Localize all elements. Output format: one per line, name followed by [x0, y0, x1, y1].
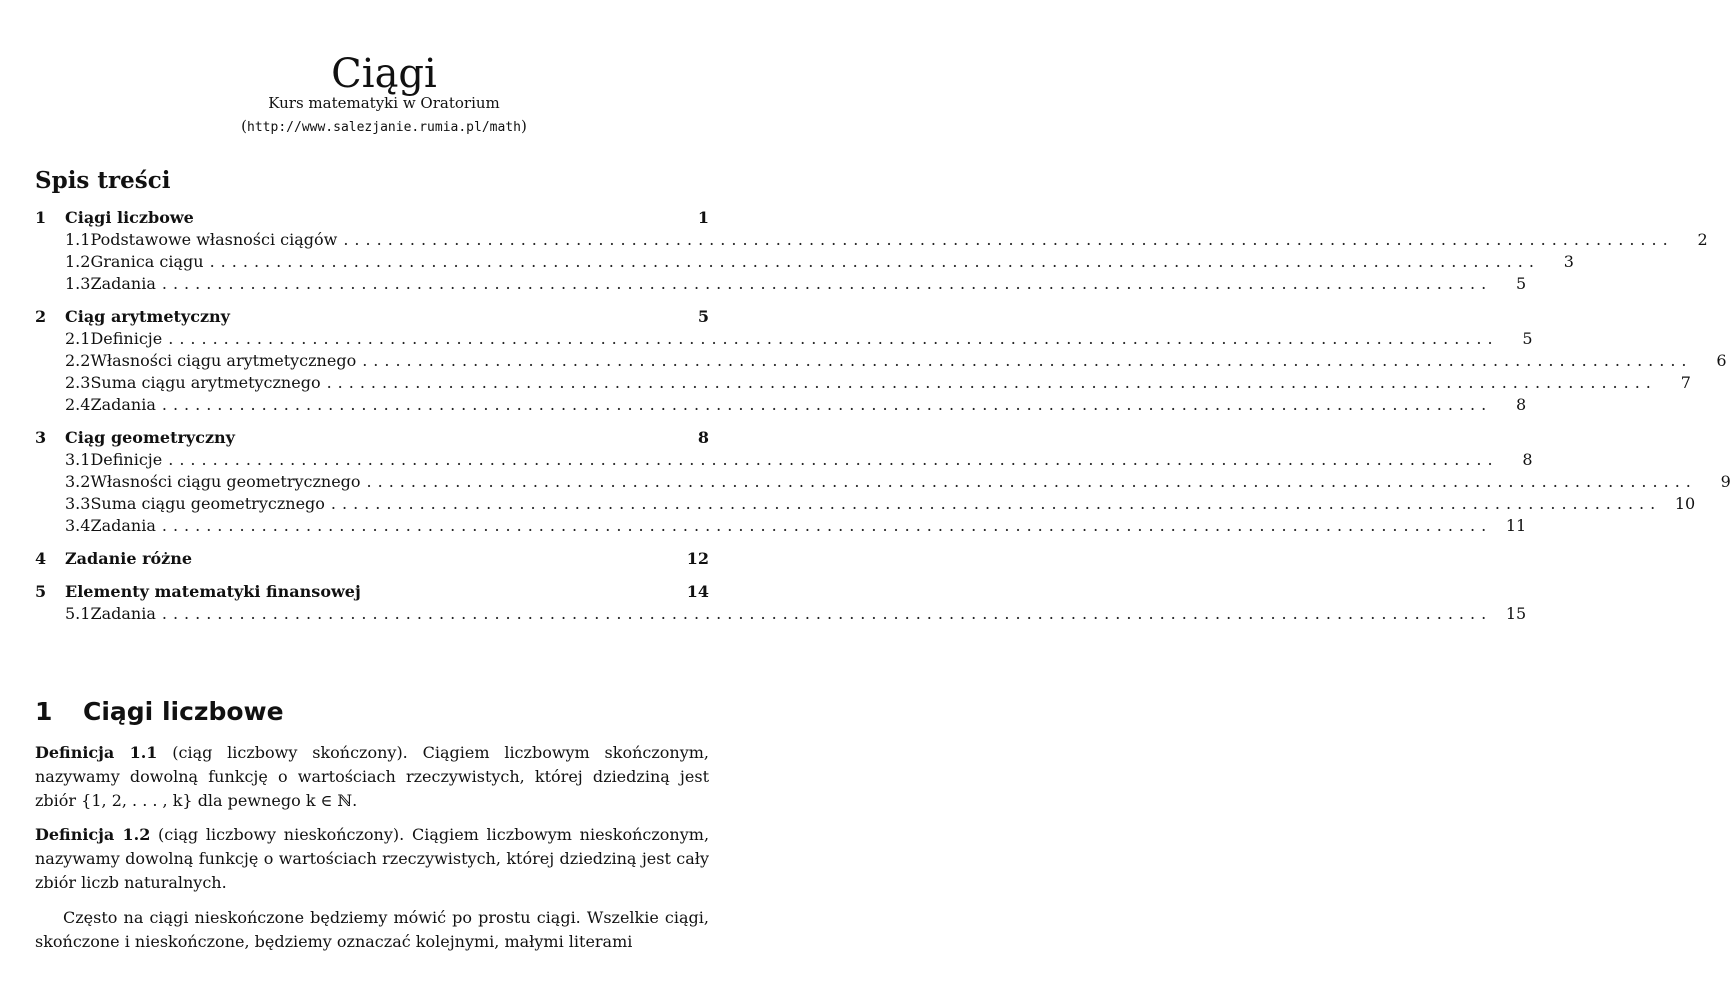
toc-subentry-number: 1.3 [65, 274, 91, 293]
definition-1-1 [35, 741, 709, 813]
toc-entry[interactable] [35, 306, 709, 328]
toc-subentry[interactable] [35, 515, 1527, 537]
toc-entry-number: 2 [35, 307, 47, 326]
definition-label: Definicja 1.1 [35, 743, 158, 762]
document-url: http://www.salezjanie.rumia.pl/math [247, 120, 521, 135]
toc-entry[interactable] [35, 207, 709, 229]
toc-heading: Spis treści [35, 167, 171, 194]
toc-leader-dots: ........................................................................................................................ [330, 494, 1662, 513]
body-paragraph: Często na ciągi nieskończone będziemy mówić po prostu ciągi. Wszelkie ciągi, skończone i nieskończone, będziemy oznaczać kolejnymi, małymi literami [35, 908, 709, 951]
toc-leader-dots: ........................................................................................................................ [161, 274, 1493, 293]
url-close-paren: ) [520, 117, 527, 135]
toc-subentry-page: 6 [1716, 351, 1727, 370]
toc-subentry-page: 5 [1522, 329, 1533, 348]
toc-subentry-number: 2.1 [65, 329, 91, 348]
toc-entry[interactable] [35, 427, 709, 449]
toc-entry-number: 5 [35, 582, 47, 601]
toc-entry-page: 14 [686, 582, 709, 601]
document-url-line [0, 116, 768, 138]
toc-subentry[interactable] [35, 372, 1691, 394]
toc-subentry-number: 3.4 [65, 516, 91, 535]
toc-subentry-number: 5.1 [65, 604, 91, 623]
definition-text: Ciągiem liczbowym skończonym, nazywamy dowolną funkcję o wartościach rzeczywistych, której dziedziną jest zbiór {1, 2, . . . , k} dla pewnego k ∈ ℕ. [35, 743, 710, 810]
section-title: Ciągi liczbowe [83, 697, 284, 726]
toc-leader-dots: ........................................................................................................................ [161, 516, 1493, 535]
toc-entry-number: 4 [35, 549, 47, 568]
toc-subentry-title: Zadania [90, 395, 156, 414]
toc-leader-dots: ........................................................................................................................ [168, 450, 1499, 469]
toc-subentry[interactable] [35, 273, 1527, 295]
toc-subentry-page: 9 [1720, 472, 1731, 491]
toc-subentry-number: 2.4 [65, 395, 91, 414]
toc-subentry-page: 5 [1515, 274, 1527, 293]
toc-subentry-title: Definicje [90, 329, 163, 348]
toc-entry-number: 1 [35, 208, 47, 227]
toc-subentry[interactable] [35, 394, 1527, 416]
toc-entry-page: 12 [686, 549, 709, 568]
definition-1-2 [35, 823, 709, 895]
toc-subentry-title: Zadania [90, 604, 156, 623]
toc-subentry-page: 10 [1674, 494, 1696, 513]
toc-subentry-page: 8 [1522, 450, 1533, 469]
toc-entry-title: Ciągi liczbowe [65, 208, 194, 227]
toc-leader-dots: ........................................................................................................................ [161, 604, 1493, 623]
toc-entry[interactable] [35, 581, 709, 603]
toc-subentry-page: 7 [1680, 373, 1691, 392]
toc-subentry-number: 3.3 [65, 494, 91, 513]
table-of-contents [35, 207, 1731, 636]
toc-entry-title: Zadanie różne [65, 549, 193, 568]
toc-subentry[interactable] [35, 350, 1727, 372]
toc-subentry-page: 8 [1515, 395, 1527, 414]
toc-subentry-title: Zadania [90, 274, 156, 293]
section-heading [35, 695, 284, 729]
toc-section-5 [35, 581, 1527, 625]
toc-subentry-page: 2 [1697, 230, 1708, 249]
toc-leader-dots: ........................................................................................................................ [168, 329, 1499, 348]
toc-entry-number: 3 [35, 428, 47, 447]
toc-entry-title: Ciąg arytmetyczny [65, 307, 230, 326]
toc-subentry[interactable] [35, 328, 1533, 350]
document-title: Ciągi [331, 51, 437, 97]
url-open-paren: ( [241, 117, 248, 135]
definition-label: Definicja 1.2 [35, 825, 151, 844]
toc-subentry-number: 1.1 [65, 230, 91, 249]
section-number: 1 [35, 697, 53, 726]
toc-subentry-number: 2.3 [65, 373, 91, 392]
toc-leader-dots: ........................................................................................................................ [366, 472, 1697, 491]
toc-leader-dots: ........................................................................................................................ [362, 351, 1693, 370]
toc-subentry[interactable] [35, 229, 1708, 251]
toc-subentry-number: 3.2 [65, 472, 91, 491]
toc-section-4 [35, 548, 709, 570]
document-subtitle: Kurs matematyki w Oratorium [268, 94, 500, 112]
toc-leader-dots: ........................................................................................................................ [161, 395, 1493, 414]
toc-section-2 [35, 306, 1727, 416]
toc-subentry-number: 1.2 [65, 252, 91, 271]
toc-subentry[interactable] [35, 471, 1731, 493]
toc-subentry-page: 11 [1505, 516, 1527, 535]
toc-subentry[interactable] [35, 603, 1527, 625]
toc-section-1 [35, 207, 1708, 295]
toc-subentry[interactable] [35, 493, 1696, 515]
toc-subentry[interactable] [35, 251, 1574, 273]
toc-subentry-page: 15 [1505, 604, 1527, 623]
toc-subentry-title: Suma ciągu arytmetycznego [90, 373, 321, 392]
definition-name: (ciąg liczbowy skończony). [172, 743, 408, 762]
toc-subentry-title: Własności ciągu geometrycznego [90, 472, 361, 491]
toc-subentry-title: Podstawowe własności ciągów [90, 230, 338, 249]
toc-subentry[interactable] [35, 449, 1533, 471]
toc-subentry-title: Własności ciągu arytmetycznego [90, 351, 357, 370]
toc-leader-dots: ........................................................................................................................ [326, 373, 1657, 392]
toc-entry-title: Elementy matematyki finansowej [65, 582, 361, 601]
toc-section-3 [35, 427, 1731, 537]
toc-entry-page: 5 [697, 307, 709, 326]
toc-entry-title: Ciąg geometryczny [65, 428, 235, 447]
toc-entry-page: 8 [697, 428, 709, 447]
toc-subentry-number: 2.2 [65, 351, 91, 370]
toc-leader-dots: ........................................................................................................................ [343, 230, 1674, 249]
toc-subentry-number: 3.1 [65, 450, 91, 469]
toc-subentry-title: Definicje [90, 450, 163, 469]
toc-entry-page: 1 [697, 208, 709, 227]
toc-subentry-page: 3 [1563, 252, 1574, 271]
toc-subentry-title: Zadania [90, 516, 156, 535]
toc-entry[interactable] [35, 548, 709, 570]
toc-subentry-title: Granica ciągu [90, 252, 204, 271]
toc-subentry-title: Suma ciągu geometrycznego [90, 494, 325, 513]
definition-name: (ciąg liczbowy nieskończony). [158, 825, 405, 844]
definition-text: Ciągiem liczbowym nieskończonym, nazywamy dowolną funkcję o wartościach rzeczywistych, której dziedziną jest cały zbiór liczb naturalnych. [35, 825, 710, 892]
toc-leader-dots: ........................................................................................................................ [209, 252, 1540, 271]
